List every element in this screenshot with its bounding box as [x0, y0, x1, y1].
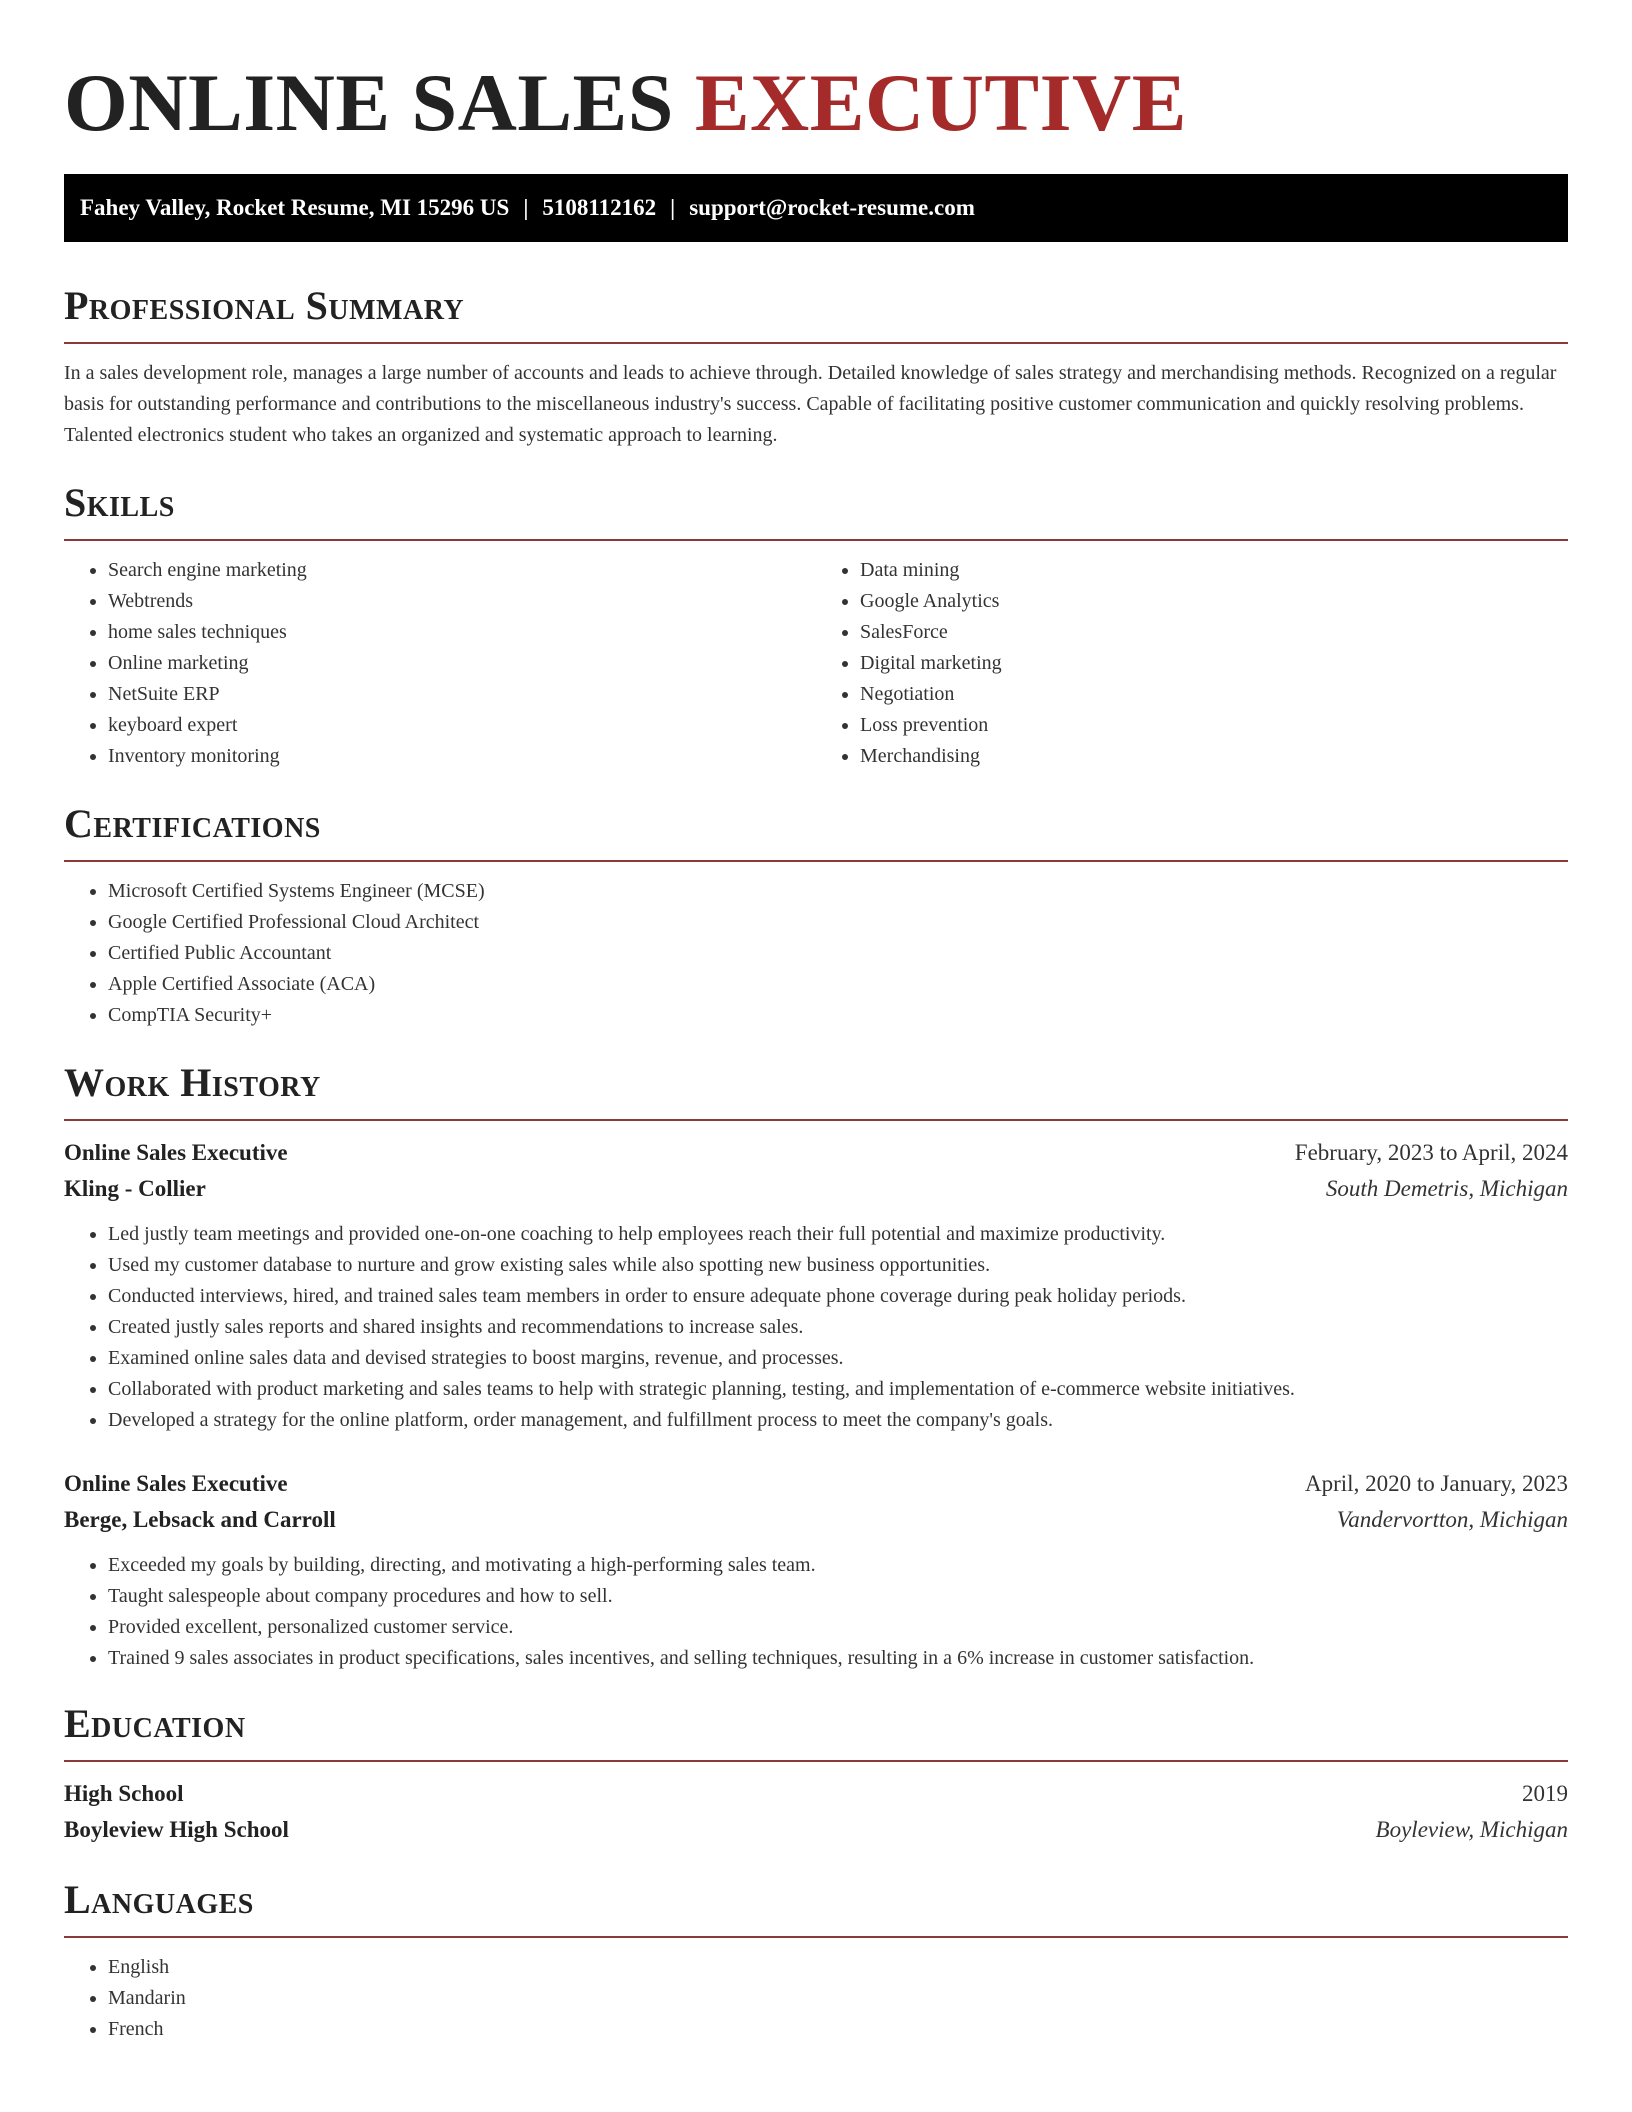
job-bullet: • Led justly team meetings and provided one-on-one coaching to help employees reach their full potential and maximize productivity. [108, 1219, 1568, 1250]
title-part-2: EXECUTIVE [694, 57, 1187, 148]
section-divider [64, 342, 1568, 344]
job-title-row [64, 1466, 1568, 1502]
certifications-section [64, 800, 1568, 1031]
skill-item: • SalesForce [860, 617, 1568, 648]
job-title: Online Sales Executive [64, 1140, 288, 1165]
section-title-summary: Professional Summary [64, 283, 465, 328]
skills-column-left [64, 555, 816, 772]
skill-item: • Online marketing [108, 648, 816, 679]
skill-item: • Data mining [860, 555, 1568, 586]
job-entry [64, 1466, 1568, 1674]
job-bullets [64, 1550, 1568, 1674]
job-bullets [64, 1219, 1568, 1436]
job-company: Berge, Lebsack and Carroll [64, 1507, 336, 1532]
education-location: Boyleview, Michigan [1375, 1817, 1568, 1842]
section-title-certifications: Certifications [64, 801, 321, 846]
certification-item: • Microsoft Certified Systems Engineer (MCSE) [108, 876, 1568, 907]
certification-item: • Certified Public Accountant [108, 938, 1568, 969]
skill-item: • Search engine marketing [108, 555, 816, 586]
section-title-work-history: Work History [64, 1060, 321, 1105]
education-school: Boyleview High School [64, 1817, 289, 1842]
skills-list-left [64, 555, 816, 772]
skills-list-right [816, 555, 1568, 772]
skill-item: • Inventory monitoring [108, 741, 816, 772]
job-bullet: • Developed a strategy for the online platform, order management, and fulfillment process to meet the company's goals. [108, 1405, 1568, 1436]
resume-title [64, 0, 1568, 148]
job-bullet: • Taught salespeople about company procedures and how to sell. [108, 1581, 1568, 1612]
contact-bar [64, 174, 1568, 242]
certifications-list [64, 876, 1568, 1031]
skill-item: • Merchandising [860, 741, 1568, 772]
skills-columns [64, 555, 1568, 772]
education-degree-row [64, 1776, 1568, 1812]
education-school-row [64, 1812, 1568, 1848]
certification-item: • CompTIA Security+ [108, 1000, 1568, 1031]
job-bullet: • Used my customer database to nurture and grow existing sales while also spotting new business opportunities. [108, 1250, 1568, 1281]
languages-section [64, 1876, 1568, 2045]
section-divider [64, 1936, 1568, 1938]
skills-column-right [816, 555, 1568, 772]
work-history-section [64, 1059, 1568, 1674]
education-degree: High School [64, 1781, 184, 1806]
contact-separator: | [670, 195, 676, 220]
skill-item: • Google Analytics [860, 586, 1568, 617]
section-divider [64, 1760, 1568, 1762]
contact-email: support@rocket-resume.com [689, 195, 975, 220]
job-title-row [64, 1135, 1568, 1171]
job-dates: February, 2023 to April, 2024 [1294, 1140, 1568, 1165]
job-bullet: • Created justly sales reports and shared insights and recommendations to increase sales. [108, 1312, 1568, 1343]
job-location: Vandervortton, Michigan [1336, 1507, 1568, 1532]
section-divider [64, 539, 1568, 541]
skill-item: • Loss prevention [860, 710, 1568, 741]
language-item: • Mandarin [108, 1983, 1568, 2014]
title-part-1: ONLINE SALES [64, 57, 695, 148]
job-dates: April, 2020 to January, 2023 [1305, 1471, 1568, 1496]
skills-section [64, 479, 1568, 772]
certification-item: • Google Certified Professional Cloud Architect [108, 907, 1568, 938]
summary-text: In a sales development role, manages a large number of accounts and leads to achieve through. Detailed knowledge of sales strategy and merchandising methods. Recognized on a regular basis for outstanding performance and contributions to the miscellaneous industry's success. Capable of facilitating positive customer communication and quickly resolving problems. Talented electronics student who takes an organized and systematic approach to learning. [64, 362, 1557, 446]
section-title-education: Education [64, 1701, 246, 1746]
job-bullet: • Conducted interviews, hired, and trained sales team members in order to ensure adequate phone coverage during peak holiday periods. [108, 1281, 1568, 1312]
certification-item: • Apple Certified Associate (ACA) [108, 969, 1568, 1000]
job-company: Kling - Collier [64, 1176, 206, 1201]
job-company-row [64, 1502, 1568, 1538]
job-entry [64, 1135, 1568, 1436]
section-divider [64, 1119, 1568, 1121]
skill-item: • home sales techniques [108, 617, 816, 648]
section-title-skills: Skills [64, 480, 175, 525]
language-item: • English [108, 1952, 1568, 1983]
job-bullet: • Provided excellent, personalized customer service. [108, 1612, 1568, 1643]
job-title: Online Sales Executive [64, 1471, 288, 1496]
skill-item: • Digital marketing [860, 648, 1568, 679]
skill-item: • keyboard expert [108, 710, 816, 741]
job-company-row [64, 1171, 1568, 1207]
language-item: • French [108, 2014, 1568, 2045]
job-bullet: • Trained 9 sales associates in product specifications, sales incentives, and selling techniques, resulting in a 6% increase in customer satisfaction. [108, 1643, 1568, 1674]
contact-phone: 5108112162 [542, 195, 657, 220]
job-bullet: • Examined online sales data and devised strategies to boost margins, revenue, and processes. [108, 1343, 1568, 1374]
education-section [64, 1700, 1568, 1848]
contact-separator: | [523, 195, 529, 220]
skill-item: • Webtrends [108, 586, 816, 617]
contact-address: Fahey Valley, Rocket Resume, MI 15296 US [80, 195, 510, 220]
job-bullet: • Collaborated with product marketing and sales teams to help with strategic planning, testing, and implementation of e-commerce website initiatives. [108, 1374, 1568, 1405]
summary-section [64, 282, 1568, 451]
job-bullet: • Exceeded my goals by building, directing, and motivating a high-performing sales team. [108, 1550, 1568, 1581]
languages-list [64, 1952, 1568, 2045]
education-year: 2019 [1522, 1781, 1568, 1806]
skill-item: • NetSuite ERP [108, 679, 816, 710]
job-location: South Demetris, Michigan [1325, 1176, 1568, 1201]
section-title-languages: Languages [64, 1877, 254, 1922]
skill-item: • Negotiation [860, 679, 1568, 710]
section-divider [64, 860, 1568, 862]
